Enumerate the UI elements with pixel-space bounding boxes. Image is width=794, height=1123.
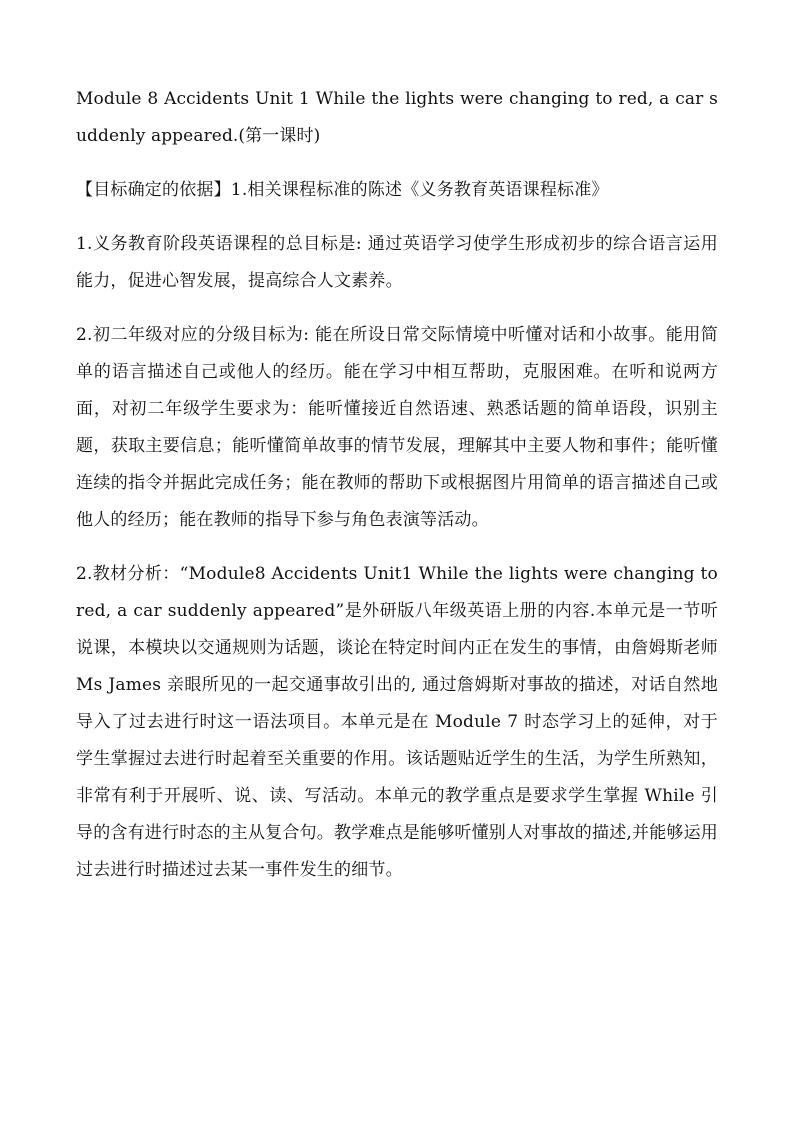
paragraph-textbook-analysis: 2.教材分析：“Module8 Accidents Unit1 While the lights were changing to red, a car suddenly appeared”是外研版八年级英语上册的内容.本单元是一节听说课，本模块以交通规则为话题，谈论在特定时间内正在发生的事情，由詹姆斯老师 Ms James 亲眼所见的一起交通事故引出的, 通过詹姆斯对事故的描述，对话自然地导入了过去进行时这一语法项目。本单元是在 Module 7 时态学习上的延伸，对于学生掌握过去进行时起着至关重要的作用。该话题贴近学生的生活，为学生所熟知，非常有利于开展听、说、读、写活动。本单元的教学重点是要求学生掌握 While 引导的含有进行时态的主从复合句。教学难点是能够听懂别人对事故的描述,并能够运用过去进行时描述过去某一事件发生的细节。 xyxy=(76,564,719,880)
paragraph-overall-goal: 1.义务教育阶段英语课程的总目标是: 通过英语学习使学生形成初步的综合语言运用能力，促进心智发展，提高综合人文素养。 xyxy=(76,234,718,291)
lesson-title: Module 8 Accidents Unit 1 While the lights were changing to red, a car suddenly appeared.(第一课时) xyxy=(76,89,718,146)
paragraph-basis: 【目标确定的依据】1.相关课程标准的陈述《义务教育英语课程标准》 xyxy=(76,180,609,200)
document-body xyxy=(76,81,718,906)
paragraph-grade-goals: 2.初二年级对应的分级目标为: 能在所设日常交际情境中听懂对话和小故事。能用简单的语言描述自己或他人的经历。能在学习中相互帮助，克服困难。在听和说两方面，对初二年级学生要求为：能听懂接近自然语速、熟悉话题的简单语段，识别主题，获取主要信息；能听懂简单故事的情节发展，理解其中主要人物和事件；能听懂连续的指令并据此完成任务；能在教师的帮助下或根据图片用简单的语言描述自己或他人的经历；能在教师的指导下参与角色表演等活动。 xyxy=(76,325,718,530)
